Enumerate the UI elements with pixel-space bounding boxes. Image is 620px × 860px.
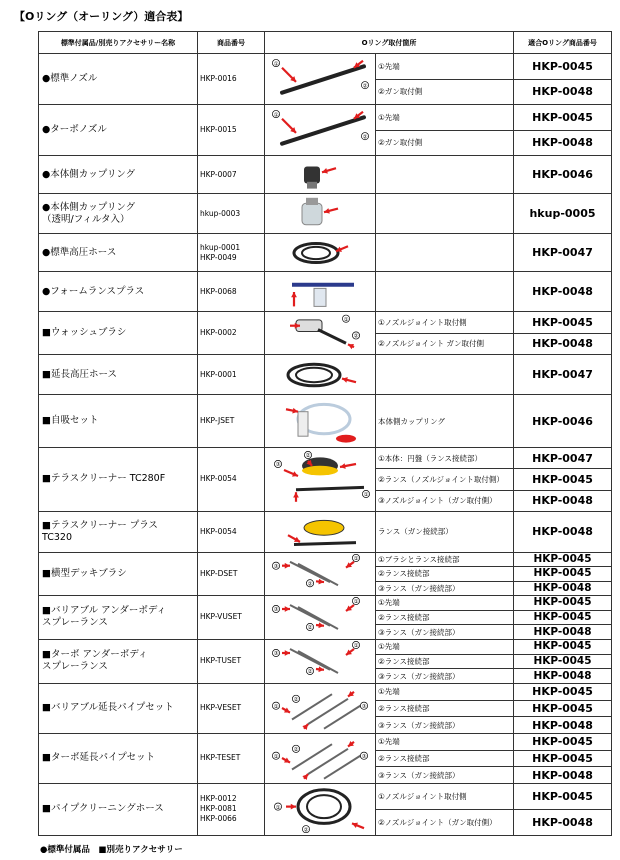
table-row (39, 595, 612, 610)
product-code (198, 733, 265, 783)
svg-text:②: ② (362, 82, 368, 89)
oring-code: HKP-0045 (514, 639, 612, 654)
oring-code: HKP-0045 (514, 312, 612, 334)
svg-text:②: ② (293, 697, 299, 704)
oring-location-text: ②ノズルジョイント ガン取付側 (376, 333, 514, 355)
oring-location-text (376, 272, 514, 312)
oring-location-text: ①ブラシとランス接続部 (376, 552, 514, 566)
accessory-name: ●本体側カップリング （透明/フィルタ入） (39, 194, 198, 234)
oring-code: HKP-0045 (514, 54, 612, 80)
oring-location-image (265, 355, 376, 395)
product-code (198, 105, 265, 156)
table-row (39, 683, 612, 700)
product-code-value: HKP-0007 (200, 169, 237, 179)
svg-text:③: ③ (275, 462, 281, 469)
svg-text:②: ② (305, 453, 311, 460)
table-row (39, 355, 612, 395)
header-oring-location: Oリング取付箇所 (265, 32, 514, 54)
oring-location-text: ①先端 (376, 105, 514, 131)
oring-location-image (265, 683, 376, 733)
oring-code: HKP-0045 (514, 610, 612, 625)
table-row (39, 733, 612, 750)
terrace2-illustration (268, 513, 372, 550)
oring-location-text (376, 355, 514, 395)
accessory-name: ■テラスクリーナー プラス TC320 (39, 511, 198, 552)
lance3-illustration (268, 554, 372, 593)
svg-text:①: ① (353, 599, 359, 606)
product-code-value: HKP-0054 (200, 526, 237, 536)
oring-location-text: ③ランス（ガン接続部） (376, 625, 514, 640)
product-code-value: hkup-0003 (200, 208, 241, 218)
oring-location-image (265, 595, 376, 639)
svg-text:③: ③ (361, 754, 367, 761)
accessory-name: ●ターボノズル (39, 105, 198, 156)
oring-location-image (265, 54, 376, 105)
legend: ●標準付属品 ■別売りアクセサリー (40, 845, 183, 855)
oring-location-text: ③ランス（ガン接続部） (376, 717, 514, 734)
foam-illustration (268, 274, 372, 310)
oring-code: HKP-0048 (514, 272, 612, 312)
product-code (198, 448, 265, 512)
product-code (198, 312, 265, 355)
accessory-name: ■ターボ アンダーボディ スプレーランス (39, 639, 198, 683)
oring-location-image (265, 272, 376, 312)
accessory-name: ■横型デッキブラシ (39, 552, 198, 595)
oring-location-text: ①先端 (376, 595, 514, 610)
accessory-name: ■バリアブル アンダーボディ スプレーランス (39, 595, 198, 639)
table-row (39, 272, 612, 312)
oring-code: HKP-0045 (514, 469, 612, 490)
oring-location-text: ②ランス（ノズルジョイント取付側） (376, 469, 514, 490)
table-row (39, 156, 612, 194)
oring-location-text: ①先端 (376, 54, 514, 80)
oring-location-image (265, 552, 376, 595)
oring-location-text: ②ランス接続部 (376, 567, 514, 581)
table-row (39, 312, 612, 334)
oring-code: HKP-0045 (514, 783, 612, 809)
hose-long-illustration (268, 357, 372, 393)
oring-code: HKP-0047 (514, 448, 612, 469)
svg-text:②: ② (303, 827, 309, 834)
oring-code: HKP-0048 (514, 625, 612, 640)
oring-location-image (265, 395, 376, 448)
svg-text:①: ① (273, 111, 279, 118)
oring-location-image (265, 194, 376, 234)
svg-text:②: ② (362, 133, 368, 140)
table-row (39, 105, 612, 131)
oring-code: HKP-0045 (514, 552, 612, 566)
product-code (198, 552, 265, 595)
oring-location-text (376, 194, 514, 234)
oring-code: HKP-0048 (514, 130, 612, 156)
accessory-name: ■延長高圧ホース (39, 355, 198, 395)
oring-compatibility-table (38, 31, 612, 836)
oring-code: HKP-0045 (514, 683, 612, 700)
oring-code: HKP-0048 (514, 809, 612, 835)
table-header-row (39, 32, 612, 54)
accessory-name: ●フォームランスプラス (39, 272, 198, 312)
table-row (39, 234, 612, 272)
oring-code: HKP-0046 (514, 156, 612, 194)
product-code (198, 595, 265, 639)
table-row (39, 448, 612, 469)
oring-location-image (265, 448, 376, 512)
product-code (198, 683, 265, 733)
product-code (198, 639, 265, 683)
product-code-value: hkup-0001 (200, 242, 241, 252)
product-code-value: HKP-JSET (200, 416, 235, 425)
oring-location-image (265, 733, 376, 783)
oring-location-text: ③ランス（ガン接続部） (376, 767, 514, 784)
oring-location-image (265, 639, 376, 683)
oring-code: HKP-0045 (514, 750, 612, 767)
table-row (39, 639, 612, 654)
oring-location-text: ③ランス（ガン接続部） (376, 581, 514, 595)
table-row (39, 194, 612, 234)
svg-text:①: ① (353, 556, 359, 563)
oring-location-text: ランス（ガン接続部） (376, 511, 514, 552)
oring-code: HKP-0045 (514, 595, 612, 610)
accessory-name: ■パイプクリーニングホース (39, 783, 198, 835)
header-accessory-name: 標準付属品/別売りアクセサリー名称 (39, 32, 198, 54)
oring-location-image (265, 783, 376, 835)
pipes-illustration (268, 735, 372, 781)
oring-code: HKP-0048 (514, 717, 612, 734)
lance3-illustration (268, 641, 372, 681)
oring-code: HKP-0048 (514, 669, 612, 684)
oring-location-text: ②ランス接続部 (376, 610, 514, 625)
accessory-name: ■ウォッシュブラシ (39, 312, 198, 355)
oring-location-image (265, 234, 376, 272)
product-code (198, 272, 265, 312)
oring-location-image (265, 156, 376, 194)
product-code (198, 156, 265, 194)
svg-text:②: ② (293, 747, 299, 754)
terrace-illustration (268, 449, 372, 509)
oring-location-text: ①先端 (376, 733, 514, 750)
oring-code: HKP-0048 (514, 767, 612, 784)
accessory-name: ■ターボ延長パイプセット (39, 733, 198, 783)
oring-location-text: 本体側カップリング (376, 395, 514, 448)
product-code-value: HKP-0015 (200, 125, 237, 134)
oring-location-text: ③ランス（ガン接続部） (376, 669, 514, 684)
product-code-value: HKP-0016 (200, 74, 237, 83)
table-row (39, 395, 612, 448)
svg-text:③: ③ (273, 607, 279, 614)
svg-text:②: ② (307, 669, 313, 676)
table-row (39, 783, 612, 809)
product-code-value: HKP-VUSET (200, 612, 242, 622)
oring-location-text: ②ランス接続部 (376, 654, 514, 669)
oring-code: HKP-0048 (514, 333, 612, 355)
oring-code: HKP-0045 (514, 567, 612, 581)
oring-location-text: ①先端 (376, 683, 514, 700)
oring-code: hkup-0005 (514, 194, 612, 234)
oring-location-text: ①先端 (376, 639, 514, 654)
svg-text:①: ① (275, 805, 281, 812)
svg-text:③: ③ (361, 704, 367, 711)
accessory-name: ■自吸セット (39, 395, 198, 448)
oring-location-image (265, 511, 376, 552)
oring-location-text: ②ガン取付側 (376, 79, 514, 105)
oring-code: HKP-0045 (514, 700, 612, 717)
table-row (39, 552, 612, 566)
svg-text:①: ① (343, 316, 349, 323)
page-title: 【Oリング（オーリング）適合表】 (14, 10, 189, 23)
product-code-value: HKP-0054 (200, 474, 237, 484)
product-code-value: HKP-VESET (200, 703, 242, 713)
oring-location-image (265, 105, 376, 156)
oring-location-text: ①本体：円盤（ランス接続部） (376, 448, 514, 469)
oring-code: HKP-0047 (514, 234, 612, 272)
oring-code: HKP-0045 (514, 733, 612, 750)
suction-illustration (268, 397, 372, 446)
oring-location-text: ①ノズルジョイント取付側 (376, 312, 514, 334)
product-code (198, 511, 265, 552)
accessory-name: ●標準高圧ホース (39, 234, 198, 272)
svg-text:①: ① (353, 643, 359, 650)
product-code-value: HKP-TUSET (200, 656, 242, 666)
header-product-code: 商品番号 (198, 32, 265, 54)
lance3-illustration (268, 597, 372, 637)
oring-location-text (376, 234, 514, 272)
product-code (198, 355, 265, 395)
product-code-value: HKP-0066 (200, 814, 237, 824)
nozzle-illustration (268, 107, 372, 154)
pipehose-illustration (268, 785, 372, 833)
product-code-value: HKP-0049 (200, 252, 237, 262)
product-code (198, 54, 265, 105)
svg-text:②: ② (353, 333, 359, 340)
accessory-name: ●標準ノズル (39, 54, 198, 105)
oring-code: HKP-0048 (514, 490, 612, 511)
accessory-name: ●本体側カップリング (39, 156, 198, 194)
table-row (39, 54, 612, 80)
accessory-name: ■バリアブル延長パイプセット (39, 683, 198, 733)
product-code-value: HKP-0081 (200, 804, 237, 814)
svg-text:①: ① (273, 60, 279, 67)
oring-code: HKP-0045 (514, 105, 612, 131)
product-code (198, 234, 265, 272)
product-code (198, 194, 265, 234)
product-code-value: HKP-TESET (200, 753, 241, 763)
oring-location-text: ②ランス接続部 (376, 700, 514, 717)
oring-location-text: ②ガン取付側 (376, 130, 514, 156)
oring-code: HKP-0045 (514, 654, 612, 669)
oring-location-text: ①ノズルジョイント取付側 (376, 783, 514, 809)
product-code-value: HKP-DSET (200, 568, 238, 578)
product-code-value: HKP-0001 (200, 369, 237, 379)
product-code (198, 395, 265, 448)
oring-location-image (265, 312, 376, 355)
product-code-value: HKP-0002 (200, 328, 237, 337)
header-oring-code: 適合Oリング商品番号 (514, 32, 612, 54)
table-row (39, 511, 612, 552)
svg-text:②: ② (307, 581, 313, 588)
svg-text:②: ② (307, 625, 313, 632)
product-code-value: HKP-0012 (200, 794, 237, 804)
oring-code: HKP-0046 (514, 395, 612, 448)
nozzle-illustration (268, 56, 372, 103)
oring-code: HKP-0048 (514, 511, 612, 552)
oring-location-text: ③ノズルジョイント（ガン取付側） (376, 490, 514, 511)
svg-text:①: ① (273, 704, 279, 711)
oring-code: HKP-0048 (514, 79, 612, 105)
accessory-name: ■テラスクリーナー TC280F (39, 448, 198, 512)
oring-code: HKP-0048 (514, 581, 612, 595)
coupling-clear-illustration (268, 196, 372, 232)
oring-location-text: ②ノズルジョイント（ガン取付側） (376, 809, 514, 835)
product-code-value: HKP-0068 (200, 286, 237, 296)
svg-text:①: ① (273, 754, 279, 761)
oring-location-text: ②ランス接続部 (376, 750, 514, 767)
svg-text:①: ① (363, 492, 369, 499)
svg-text:③: ③ (273, 564, 279, 571)
product-code (198, 783, 265, 835)
coupling-illustration (268, 158, 372, 192)
oring-location-text (376, 156, 514, 194)
pipes-illustration (268, 685, 372, 731)
brush-illustration (268, 314, 372, 353)
svg-text:③: ③ (273, 651, 279, 658)
hose-illustration (268, 236, 372, 270)
oring-code: HKP-0047 (514, 355, 612, 395)
